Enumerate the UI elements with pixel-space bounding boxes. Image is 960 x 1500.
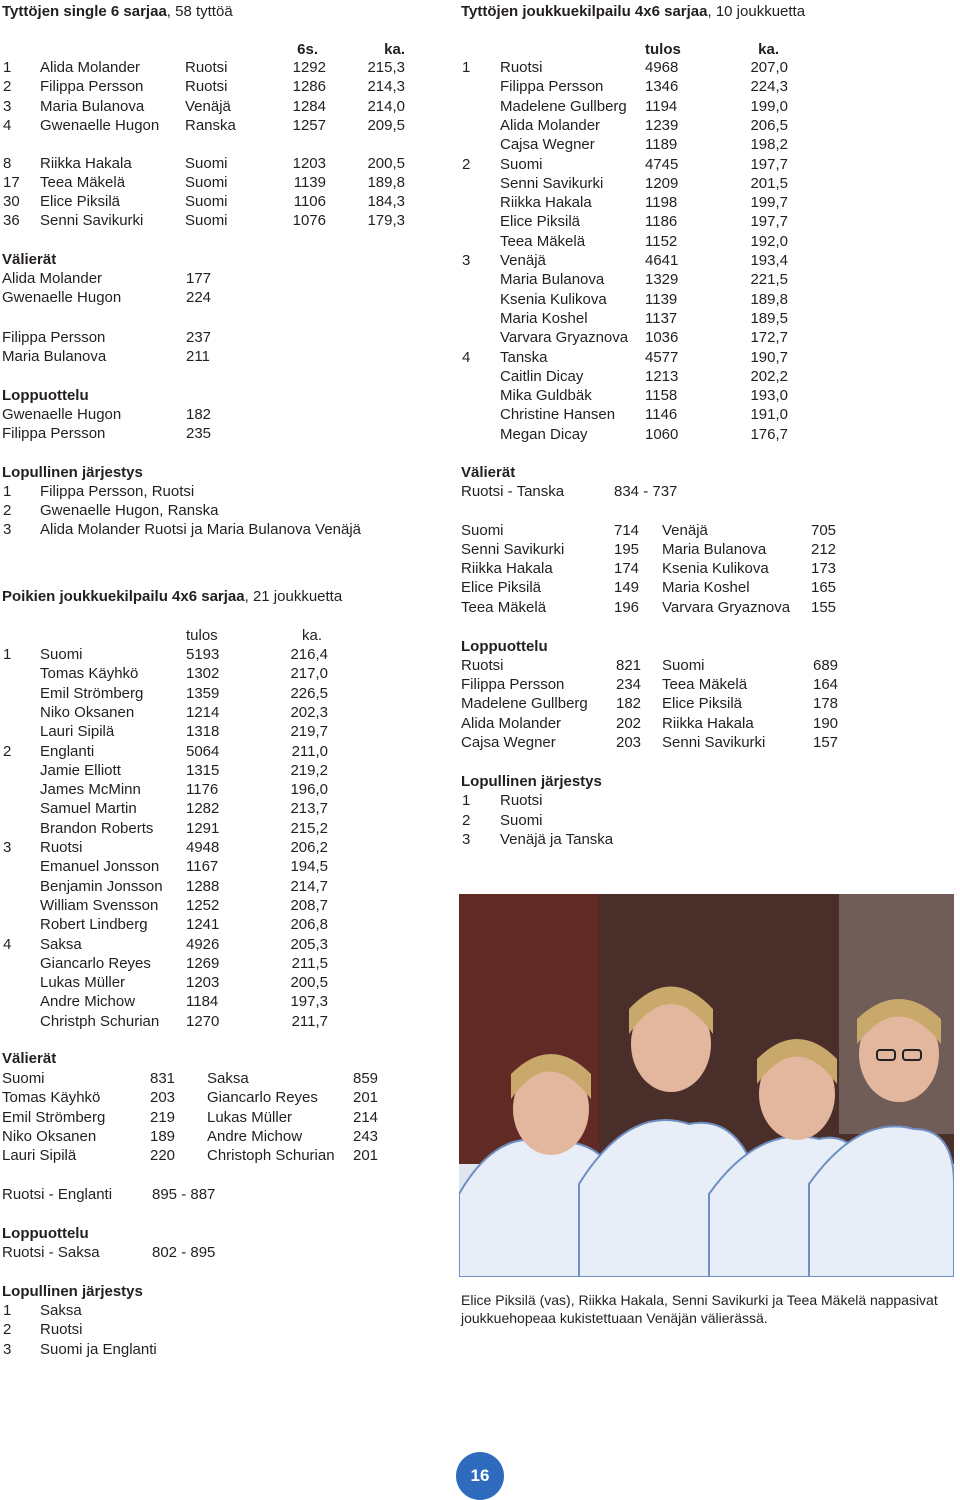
boys-team-name: Saksa (40, 935, 82, 953)
girls-order-text: Suomi (500, 811, 543, 829)
single-order-text: Gwenaelle Hugon, Ranska (40, 502, 219, 520)
boys-final-teams: Ruotsi - Saksa (2, 1244, 100, 1261)
girls-player-name: Caitlin Dicay (500, 367, 584, 385)
girls-semi-right: Ksenia Kulikova (662, 560, 769, 578)
single-average: 214,0 (367, 97, 405, 115)
girls-score: 1158 (645, 387, 678, 405)
boys-player-name: Christph Schurian (40, 1012, 160, 1030)
girls-semi-left: Teea Mäkelä (461, 598, 547, 616)
boys-score: 5064 (186, 742, 220, 760)
boys-team-name: Suomi (40, 646, 83, 663)
boys-semi-left: Niko Oksanen (2, 1127, 97, 1145)
boys-score: 4926 (186, 935, 220, 953)
boys-team-rank: 1 (3, 646, 12, 663)
boys-score: 1302 (186, 665, 220, 683)
girls-player-name: Megan Dicay (500, 425, 588, 443)
single-final-score: 182 (186, 405, 212, 423)
single-heading-rest: , 58 tyttöä (166, 3, 233, 20)
boys-score: 1288 (186, 877, 220, 895)
boys-final-title: Loppuottelu (2, 1225, 89, 1242)
girls-semi-right: Maria Koshel (662, 579, 750, 597)
team-photo-illustration (459, 894, 954, 1277)
girls-semi-right-score: 155 (811, 598, 837, 616)
boys-average: 217,0 (290, 665, 328, 683)
boys-semi-right: Christoph Schurian (207, 1147, 335, 1165)
girls-player-name: Christine Hansen (500, 406, 616, 424)
boys-score: 1203 (186, 974, 220, 992)
single-score: 1292 (292, 59, 326, 76)
boys-team-rank: 2 (3, 742, 12, 760)
boys-score: 1315 (186, 761, 220, 779)
boys-player-name: Benjamin Jonsson (40, 877, 163, 895)
single-order-title: Lopullinen järjestys (2, 463, 143, 481)
single-semi-player: Gwenaelle Hugon (2, 289, 122, 307)
girls-score: 1213 (645, 367, 679, 385)
boys-semi-right: Andre Michow (207, 1127, 303, 1145)
single-order-rank: 3 (3, 521, 12, 539)
girls-score: 4641 (645, 252, 679, 269)
boys-team-rank: 3 (3, 839, 12, 856)
girls-team-rank: 4 (462, 348, 471, 366)
boys-order-text: Saksa (40, 1302, 82, 1319)
boys-player-name: Lukas Müller (40, 974, 126, 992)
girls-average: 199,0 (750, 97, 788, 115)
single-average: 214,3 (367, 78, 405, 96)
single-col-header: 6s. (297, 41, 318, 58)
single-country: Suomi (185, 154, 228, 172)
boys-player-name: James McMinn (40, 781, 141, 799)
girls-average: 201,5 (750, 174, 788, 192)
girls-score: 1152 (645, 232, 678, 250)
girls-final-left-score: 234 (616, 676, 642, 694)
girls-team-name: Tanska (500, 348, 548, 366)
girls-average: 193,0 (750, 387, 788, 405)
girls-player-name: Maria Bulanova (500, 271, 605, 289)
boys-semi-right-score: 243 (353, 1127, 379, 1145)
boys-score: 1184 (186, 993, 219, 1011)
single-country: Suomi (185, 212, 228, 230)
girls-score: 1329 (645, 271, 679, 289)
single-rank: 8 (3, 154, 12, 172)
single-score: 1284 (292, 97, 326, 115)
boys-player-name: Jamie Elliott (40, 761, 121, 779)
boys-average: 205,3 (290, 935, 328, 953)
boys-semi-left-score: 203 (150, 1089, 176, 1107)
single-col-header: ka. (384, 41, 405, 58)
girls-average: 191,0 (750, 406, 788, 424)
girls-team-rank: 1 (462, 59, 471, 76)
single-rank: 3 (3, 97, 12, 115)
boys-semi-right: Lukas Müller (207, 1108, 293, 1126)
boys-semi-left-score: 831 (150, 1070, 176, 1087)
single-average: 189,8 (367, 173, 405, 191)
boys-average: 200,5 (290, 974, 328, 992)
boys-col-header: ka. (301, 627, 322, 644)
boys-average: 211,7 (291, 1012, 328, 1030)
boys-score: 1318 (186, 723, 220, 741)
single-heading (2, 2, 233, 21)
girls-final-left: Filippa Persson (461, 676, 565, 694)
girls-final-left: Ruotsi (461, 656, 504, 674)
single-score: 1076 (292, 212, 326, 230)
girls-order-rank: 3 (462, 830, 471, 848)
boys-semi2-score: 895 - 887 (152, 1186, 216, 1203)
boys-semi-right-score: 859 (353, 1070, 379, 1087)
boys-average: 208,7 (290, 896, 328, 914)
girls-score: 4968 (645, 59, 679, 76)
single-order-text: Alida Molander Ruotsi ja Maria Bulanova Venäjä (40, 521, 362, 539)
boys-semi-left-score: 219 (150, 1108, 176, 1126)
girls-final-title: Loppuottelu (461, 637, 548, 655)
single-player-name: Gwenaelle Hugon (40, 116, 160, 134)
boys-team-name: Englanti (40, 742, 95, 760)
boys-order-text: Ruotsi (40, 1321, 83, 1339)
single-player-name: Senni Savikurki (40, 212, 144, 230)
girls-final-left: Alida Molander (461, 714, 562, 732)
boys-semi-left: Tomas Käyhkö (2, 1089, 101, 1107)
girls-player-name: Ksenia Kulikova (500, 290, 607, 308)
single-country: Suomi (185, 193, 228, 211)
single-final-player: Filippa Persson (2, 425, 106, 443)
team-photo (459, 894, 954, 1277)
girls-team-name: Ruotsi (500, 59, 543, 76)
girls-team-rank: 3 (462, 252, 471, 269)
girls-final-right: Elice Piksilä (662, 695, 743, 713)
girls-score: 4577 (645, 348, 679, 366)
girls-average: 197,7 (750, 213, 788, 231)
boys-heading-bold: Poikien joukkuekilpailu 4x6 sarjaa (2, 588, 245, 605)
girls-final-right: Senni Savikurki (662, 734, 766, 751)
girls-order-rank: 1 (462, 792, 471, 810)
girls-semi-right-score: 705 (811, 521, 837, 539)
boys-heading-rest: , 21 joukkuetta (244, 588, 343, 605)
girls-score: 1137 (645, 309, 678, 327)
boys-player-name: Emanuel Jonsson (40, 858, 160, 876)
boys-average: 196,0 (290, 781, 328, 799)
girls-semi-left-score: 149 (614, 579, 640, 597)
girls-score: 1139 (645, 290, 678, 308)
girls-team-heading-rest: , 10 joukkuetta (707, 3, 806, 20)
girls-score: 1060 (645, 425, 679, 443)
girls-final-right-score: 190 (813, 714, 839, 732)
boys-final-score: 802 - 895 (152, 1244, 216, 1261)
boys-average: 213,7 (290, 800, 328, 818)
boys-semi-right: Saksa (207, 1070, 249, 1087)
single-average: 179,3 (367, 212, 405, 230)
girls-order-text: Ruotsi (500, 792, 543, 810)
single-final-player: Gwenaelle Hugon (2, 405, 122, 423)
boys-average: 214,7 (290, 877, 328, 895)
girls-score: 1189 (645, 136, 678, 154)
single-score: 1257 (292, 116, 326, 134)
girls-final-right: Suomi (662, 656, 705, 674)
girls-score: 1194 (645, 97, 678, 115)
single-semi-player: Maria Bulanova (2, 347, 107, 365)
girls-team-name: Suomi (500, 155, 543, 173)
girls-average: 193,4 (750, 252, 788, 269)
girls-semi-left-score: 714 (614, 521, 640, 539)
single-semi-score: 237 (186, 328, 212, 346)
girls-final-right-score: 157 (813, 734, 839, 751)
girls-final-right: Teea Mäkelä (662, 676, 748, 694)
girls-score: 1036 (645, 329, 679, 347)
boys-semi-left-score: 220 (150, 1147, 176, 1165)
boys-player-name: William Svensson (40, 896, 159, 914)
single-rank: 1 (3, 59, 12, 76)
boys-semi-right-score: 214 (353, 1108, 379, 1126)
girls-col-header: ka. (758, 41, 779, 58)
boys-score: 1252 (186, 896, 220, 914)
girls-semi-right: Varvara Gryaznova (662, 598, 791, 616)
girls-order-text: Venäjä ja Tanska (500, 830, 614, 848)
girls-order-title: Lopullinen järjestys (461, 773, 602, 790)
boys-average: 219,2 (290, 761, 328, 779)
girls-final-right: Riikka Hakala (662, 714, 754, 732)
boys-average: 211,5 (291, 954, 328, 972)
boys-average: 219,7 (290, 723, 328, 741)
girls-semi-right: Maria Bulanova (662, 540, 767, 558)
boys-player-name: Lauri Sipilä (40, 723, 115, 741)
boys-semi-left-score: 189 (150, 1127, 176, 1145)
single-average: 200,5 (367, 154, 405, 172)
single-average: 209,5 (367, 116, 405, 134)
girls-semi-left: Senni Savikurki (461, 540, 565, 558)
single-rank: 30 (3, 193, 20, 211)
girls-player-name: Cajsa Wegner (500, 136, 595, 154)
boys-team-rank: 4 (3, 935, 12, 953)
girls-semi-right-score: 212 (811, 540, 837, 558)
girls-average: 176,7 (750, 425, 788, 443)
boys-average: 206,8 (290, 916, 328, 934)
boys-score: 1359 (186, 684, 220, 702)
single-semi-score: 177 (186, 270, 212, 287)
boys-order-rank: 3 (3, 1340, 12, 1358)
girls-average: 224,3 (750, 78, 788, 96)
single-rank: 4 (3, 116, 12, 134)
single-player-name: Alida Molander (40, 59, 141, 76)
boys-team-name: Ruotsi (40, 839, 83, 856)
single-rank: 17 (3, 173, 20, 191)
boys-heading (2, 587, 342, 606)
girls-player-name: Madelene Gullberg (500, 97, 627, 115)
girls-final-right-score: 689 (813, 656, 839, 674)
boys-semi-right: Giancarlo Reyes (207, 1089, 318, 1107)
boys-semi-right-score: 201 (353, 1089, 379, 1107)
girls-player-name: Alida Molander (500, 116, 601, 134)
boys-average: 202,3 (290, 703, 328, 721)
girls-score: 1239 (645, 116, 679, 134)
girls-average: 207,0 (750, 59, 788, 76)
boys-semi-left: Lauri Sipilä (2, 1147, 77, 1165)
girls-average: 206,5 (750, 116, 788, 134)
single-score: 1203 (292, 154, 326, 172)
boys-score: 1282 (186, 800, 220, 818)
single-country: Venäjä (185, 97, 231, 115)
girls-semi-left-score: 174 (614, 560, 640, 578)
girls-semi-right: Venäjä (662, 521, 708, 539)
boys-order-title: Lopullinen järjestys (2, 1283, 143, 1300)
girls-player-name: Filippa Persson (500, 78, 604, 96)
boys-score: 1176 (186, 781, 219, 799)
girls-semi1-teams: Ruotsi - Tanska (461, 482, 565, 500)
girls-score: 1146 (645, 406, 678, 424)
girls-final-left-score: 203 (616, 734, 642, 751)
boys-score: 1269 (186, 954, 220, 972)
single-country: Suomi (185, 173, 228, 191)
boys-average: 211,0 (291, 742, 328, 760)
single-average: 215,3 (367, 59, 405, 76)
girls-average: 189,5 (750, 309, 788, 327)
girls-semis-title: Välierät (461, 463, 516, 481)
boys-col-header: tulos (186, 627, 218, 644)
single-score: 1139 (293, 173, 326, 191)
single-final-title: Loppuottelu (2, 386, 89, 404)
girls-player-name: Mika Guldbäk (500, 387, 592, 405)
boys-player-name: Samuel Martin (40, 800, 137, 818)
girls-average: 199,7 (750, 194, 788, 212)
single-final-score: 235 (186, 425, 212, 443)
single-country: Ruotsi (185, 78, 228, 96)
girls-semi-left: Riikka Hakala (461, 560, 553, 578)
boys-player-name: Emil Strömberg (40, 684, 144, 702)
boys-average: 226,5 (290, 684, 328, 702)
photo-caption: Elice Piksilä (vas), Riikka Hakala, Senni Savikurki ja Teea Mäkelä nappasivat joukkuehopeaa kukistettuaan Venäjän välierässä. (461, 1292, 938, 1326)
boys-semi-left: Emil Strömberg (2, 1108, 106, 1126)
girls-semi-left-score: 195 (614, 540, 640, 558)
single-country: Ruotsi (185, 59, 228, 76)
boys-player-name: Tomas Käyhkö (40, 665, 139, 683)
single-rank: 36 (3, 212, 20, 230)
girls-average: 197,7 (750, 155, 788, 173)
boys-average: 194,5 (290, 858, 328, 876)
boys-order-rank: 2 (3, 1321, 12, 1339)
girls-semi-left-score: 196 (614, 598, 640, 616)
girls-team-heading (461, 2, 805, 21)
boys-score: 1270 (186, 1012, 220, 1030)
girls-score: 4745 (645, 155, 679, 173)
single-rank: 2 (3, 78, 12, 96)
single-player-name: Maria Bulanova (40, 97, 145, 115)
girls-semi1-score: 834 - 737 (614, 482, 678, 500)
single-player-name: Riikka Hakala (40, 154, 132, 172)
girls-final-left: Cajsa Wegner (461, 734, 556, 751)
boys-average: 215,2 (290, 819, 328, 837)
boys-average: 206,2 (290, 839, 328, 856)
girls-final-left-score: 202 (616, 714, 642, 732)
boys-average: 197,3 (290, 993, 328, 1011)
boys-player-name: Giancarlo Reyes (40, 954, 151, 972)
boys-score: 5193 (186, 646, 220, 663)
boys-score: 4948 (186, 839, 220, 856)
girls-order-rank: 2 (462, 811, 471, 829)
boys-semi-right-score: 201 (353, 1147, 379, 1165)
girls-player-name: Teea Mäkelä (500, 232, 586, 250)
girls-player-name: Riikka Hakala (500, 194, 592, 212)
boys-score: 1241 (186, 916, 220, 934)
boys-player-name: Brandon Roberts (40, 819, 154, 837)
boys-score: 1214 (186, 703, 220, 721)
boys-player-name: Andre Michow (40, 993, 136, 1011)
girls-final-left-score: 182 (616, 695, 642, 713)
single-score: 1286 (292, 78, 326, 96)
single-heading-bold: Tyttöjen single 6 sarjaa (2, 3, 167, 20)
boys-player-name: Niko Oksanen (40, 703, 135, 721)
single-score: 1106 (293, 193, 326, 211)
boys-score: 1167 (186, 858, 219, 876)
girls-semi-left: Suomi (461, 521, 504, 539)
girls-player-name: Senni Savikurki (500, 174, 604, 192)
girls-score: 1346 (645, 78, 679, 96)
girls-final-left: Madelene Gullberg (461, 695, 588, 713)
single-semis-title: Välierät (2, 251, 57, 268)
girls-col-header: tulos (645, 41, 681, 58)
girls-average: 202,2 (750, 367, 788, 385)
girls-team-rank: 2 (462, 155, 471, 173)
single-country: Ranska (185, 116, 236, 134)
boys-order-text: Suomi ja Englanti (40, 1340, 157, 1358)
girls-average: 221,5 (750, 271, 788, 289)
boys-average: 216,4 (290, 646, 328, 663)
page-number-badge: 16 (456, 1452, 504, 1500)
girls-final-right-score: 164 (813, 676, 839, 694)
girls-team-heading-bold: Tyttöjen joukkuekilpailu 4x6 sarjaa (461, 3, 708, 20)
single-average: 184,3 (367, 193, 405, 211)
girls-score: 1186 (645, 213, 678, 231)
boys-semis-title: Välierät (2, 1050, 57, 1067)
girls-player-name: Maria Koshel (500, 309, 588, 327)
girls-score: 1209 (645, 174, 679, 192)
boys-semi-left: Suomi (2, 1070, 45, 1087)
girls-team-name: Venäjä (500, 252, 546, 269)
boys-semi2-teams: Ruotsi - Englanti (2, 1186, 113, 1203)
girls-player-name: Varvara Gryaznova (500, 329, 629, 347)
girls-average: 190,7 (750, 348, 788, 366)
boys-score: 1291 (186, 819, 220, 837)
single-semi-score: 224 (186, 289, 212, 307)
single-semi-score: 211 (186, 347, 210, 365)
single-order-rank: 1 (3, 482, 12, 500)
girls-semi-left: Elice Piksilä (461, 579, 542, 597)
girls-average: 189,8 (750, 290, 788, 308)
single-order-rank: 2 (3, 502, 12, 520)
boys-order-rank: 1 (3, 1302, 12, 1319)
single-player-name: Filippa Persson (40, 78, 144, 96)
single-semi-player: Filippa Persson (2, 328, 106, 346)
single-order-text: Filippa Persson, Ruotsi (40, 482, 195, 500)
girls-final-right-score: 178 (813, 695, 839, 713)
girls-average: 198,2 (750, 136, 788, 154)
girls-final-left-score: 821 (616, 656, 642, 674)
single-player-name: Teea Mäkelä (40, 173, 126, 191)
girls-player-name: Elice Piksilä (500, 213, 581, 231)
boys-player-name: Robert Lindberg (40, 916, 148, 934)
single-player-name: Elice Piksilä (40, 193, 121, 211)
girls-average: 192,0 (750, 232, 788, 250)
girls-semi-right-score: 165 (811, 579, 837, 597)
girls-average: 172,7 (750, 329, 788, 347)
girls-semi-right-score: 173 (811, 560, 837, 578)
single-semi-player: Alida Molander (2, 270, 103, 287)
girls-score: 1198 (645, 194, 678, 212)
